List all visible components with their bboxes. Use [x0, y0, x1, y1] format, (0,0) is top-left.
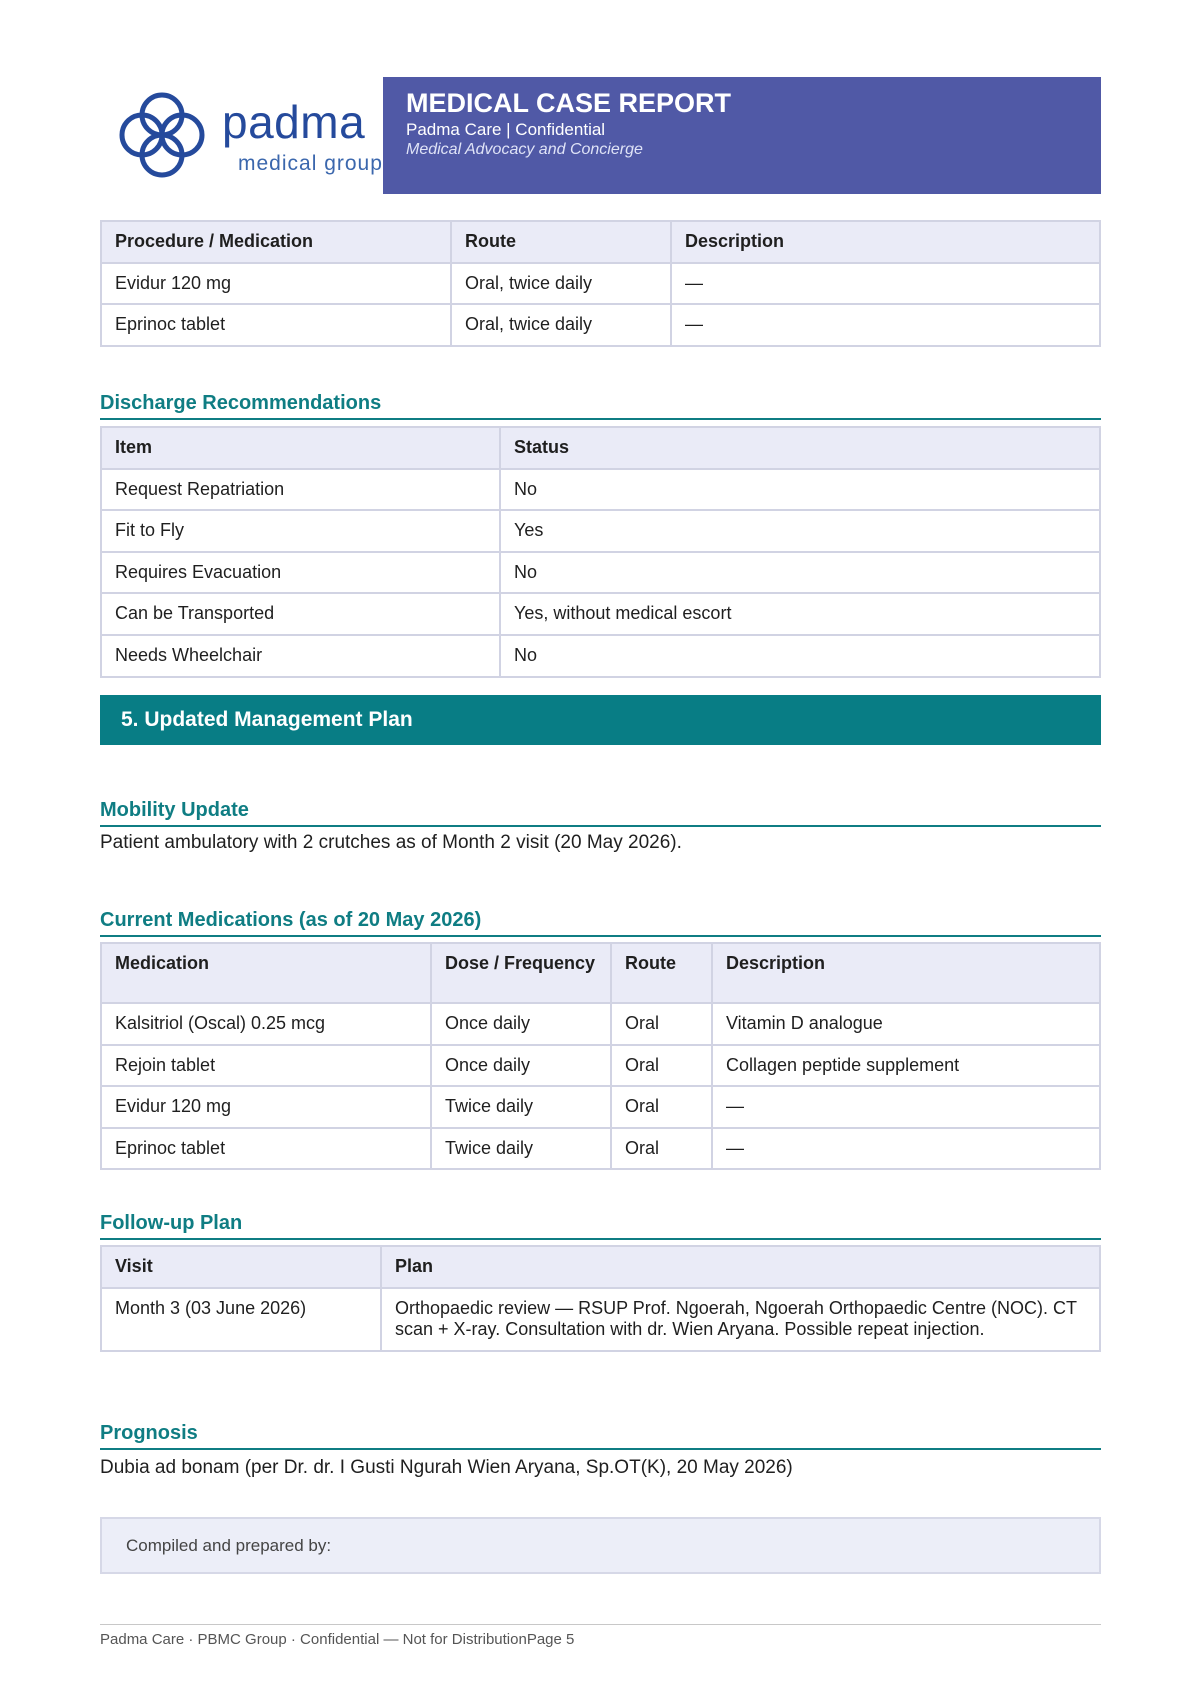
followup-table — [100, 1245, 1101, 1352]
lotus-icon — [114, 87, 210, 183]
compiled-label: Compiled and prepared by: — [126, 1536, 332, 1555]
table-row — [101, 635, 1100, 677]
table-cell: Oral — [611, 1128, 712, 1170]
followup-heading: Follow-up Plan — [100, 1211, 1101, 1240]
table-cell: — — [671, 263, 1100, 305]
table-row — [101, 510, 1100, 552]
table-cell: Requires Evacuation — [101, 552, 500, 594]
column-header: Description — [671, 221, 1100, 263]
table-cell: Needs Wheelchair — [101, 635, 500, 677]
table-cell: Request Repatriation — [101, 469, 500, 511]
mobility-heading: Mobility Update — [100, 798, 1101, 827]
column-header: Item — [101, 427, 500, 469]
table-cell: — — [712, 1086, 1100, 1128]
column-header: Plan — [381, 1246, 1100, 1288]
table-cell: Oral — [611, 1086, 712, 1128]
column-header: Dose / Frequency — [431, 943, 611, 1003]
mobility-text: Patient ambulatory with 2 crutches as of Month 2 visit (20 May 2026). — [100, 832, 682, 853]
section-band — [100, 695, 1101, 745]
table-cell: Month 3 (03 June 2026) — [101, 1288, 381, 1351]
column-header: Visit — [101, 1246, 381, 1288]
table-cell: Rejoin tablet — [101, 1045, 431, 1087]
column-header: Medication — [101, 943, 431, 1003]
table-cell: Oral, twice daily — [451, 304, 671, 346]
table-row — [101, 1086, 1100, 1128]
table-cell: Oral, twice daily — [451, 263, 671, 305]
column-header: Route — [611, 943, 712, 1003]
table-cell: Once daily — [431, 1003, 611, 1045]
table-header-row — [101, 427, 1100, 469]
padma-logo — [114, 87, 384, 187]
discharge-table — [100, 426, 1101, 678]
discharge-heading: Discharge Recommendations — [100, 391, 1101, 420]
table-cell: Kalsitriol (Oscal) 0.25 mcg — [101, 1003, 431, 1045]
table-cell: — — [712, 1128, 1100, 1170]
table-cell: No — [500, 469, 1100, 511]
medications-heading: Current Medications (as of 20 May 2026) — [100, 908, 1101, 937]
table-row — [101, 1128, 1100, 1170]
table-cell: Yes — [500, 510, 1100, 552]
table-row — [101, 304, 1100, 346]
table-row — [101, 593, 1100, 635]
table-cell: Twice daily — [431, 1128, 611, 1170]
table-cell: Yes, without medical escort — [500, 593, 1100, 635]
column-header: Description — [712, 943, 1100, 1003]
page-footer: Padma Care · PBMC Group · Confidential — Not for DistributionPage 5 — [100, 1631, 575, 1648]
table-cell: Orthopaedic review — RSUP Prof. Ngoerah, Ngoerah Orthopaedic Centre (NOC). CT scan + X-ray. Consultation with dr. Wien Aryana. Possible repeat injection. — [381, 1288, 1100, 1351]
prognosis-heading: Prognosis — [100, 1421, 1101, 1450]
table-cell: Eprinoc tablet — [101, 1128, 431, 1170]
table-cell: Fit to Fly — [101, 510, 500, 552]
logo-subtitle: medical group — [238, 152, 383, 175]
table-cell: — — [671, 304, 1100, 346]
table-cell: Vitamin D analogue — [712, 1003, 1100, 1045]
table-cell: No — [500, 635, 1100, 677]
column-header: Route — [451, 221, 671, 263]
report-title: MEDICAL CASE REPORT — [406, 88, 732, 118]
table-row — [101, 263, 1100, 305]
table-cell: No — [500, 552, 1100, 594]
table-row — [101, 1045, 1100, 1087]
section-title: 5. Updated Management Plan — [121, 708, 413, 731]
table-header-row — [101, 1246, 1100, 1288]
column-header: Status — [500, 427, 1100, 469]
table-cell: Oral — [611, 1003, 712, 1045]
table-row — [101, 469, 1100, 511]
logo-wordmark: padma — [222, 96, 366, 148]
table-cell: Collagen peptide supplement — [712, 1045, 1100, 1087]
report-header — [100, 77, 1101, 194]
table-header-row — [101, 221, 1100, 263]
compiled-box — [100, 1517, 1101, 1574]
procedures-table — [100, 220, 1101, 347]
table-cell: Eprinoc tablet — [101, 304, 451, 346]
prognosis-text: Dubia ad bonam (per Dr. dr. I Gusti Ngurah Wien Aryana, Sp.OT(K), 20 May 2026) — [100, 1457, 793, 1478]
footer-divider — [100, 1624, 1101, 1625]
table-cell: Evidur 120 mg — [101, 1086, 431, 1128]
table-row — [101, 1003, 1100, 1045]
table-header-row — [101, 943, 1100, 1003]
column-header: Procedure / Medication — [101, 221, 451, 263]
table-cell: Twice daily — [431, 1086, 611, 1128]
table-cell: Can be Transported — [101, 593, 500, 635]
medications-table — [100, 942, 1101, 1170]
table-cell: Evidur 120 mg — [101, 263, 451, 305]
report-subtitle: Padma Care | Confidential — [406, 120, 606, 139]
report-tagline: Medical Advocacy and Concierge — [406, 141, 643, 158]
table-cell: Once daily — [431, 1045, 611, 1087]
title-box — [383, 77, 1101, 194]
table-cell: Oral — [611, 1045, 712, 1087]
table-row — [101, 1288, 1100, 1351]
table-row — [101, 552, 1100, 594]
